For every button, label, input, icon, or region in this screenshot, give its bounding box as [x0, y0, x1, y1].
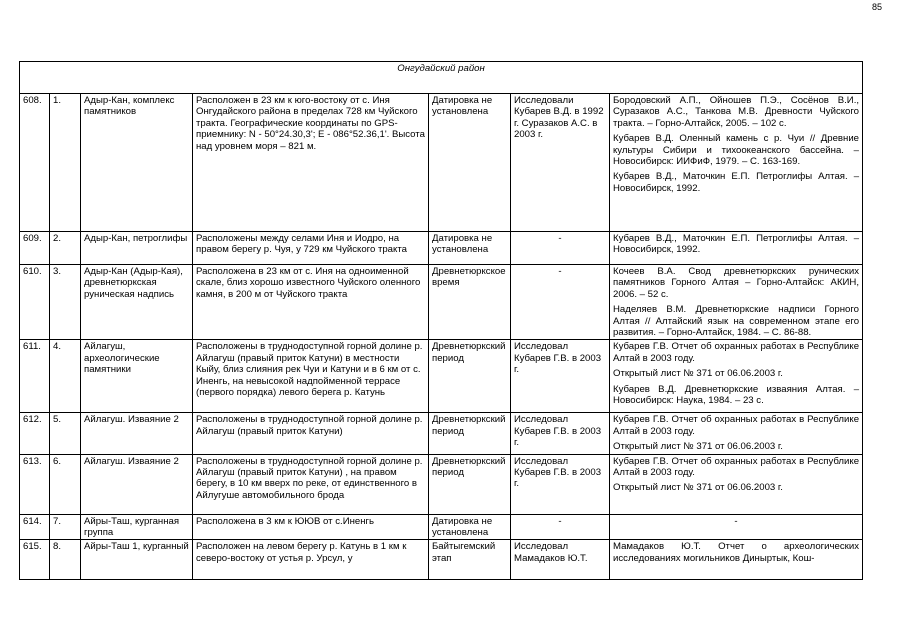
literature-entry: Открытый лист № 371 от 06.06.2003 г. [613, 441, 783, 453]
monument-dating: Байтыгемский этап [429, 540, 511, 580]
monument-literature [610, 340, 863, 413]
monument-dating: Древнетюркский период [429, 413, 511, 454]
row-number: 611. [20, 340, 50, 413]
table-row [20, 340, 863, 413]
row-index: 6. [50, 454, 81, 514]
table-row [20, 514, 863, 540]
monuments-table [19, 61, 863, 580]
monument-literature [610, 540, 863, 580]
monument-research: - [511, 514, 610, 540]
table-row [20, 265, 863, 340]
table-body [20, 94, 863, 580]
monument-research: Исследовал Кубарев Г.В. в 2003 г. [511, 413, 610, 454]
literature-entry: Бородовский А.П., Ойношев П.Э., Сосёнов В.И., Суразаков А.С., Танкова М.В. Древности Чуйского тракта. – Горно-Алтайск, 2005. – 102 с. [613, 95, 860, 129]
literature-entry: Кочеев В.А. Свод древнетюркских рунических памятников Горного Алтая – Горно-Алтайск: АКИН, 2006. – 52 с. [613, 266, 860, 300]
monument-location: Расположены в труднодоступной горной долине р. Айлагуш (правый приток Катуни) , на правом берегу, в 10 км вверх по реке, от единственного в Айлугуше автомобильного брода [193, 454, 429, 514]
monument-location: Расположены в труднодоступной горной долине р. Айлагуш (правый приток Катуни) в местности Кыйу, близ слияния рек Чуи и Катуни и в 6 км от с. Иненгь, на невысокой надпойменной террасе (первого порядка) левого берега р. Катунь [193, 340, 429, 413]
literature-entry: Наделяев В.М. Древнетюркские надписи Горного Алтая // Алтайский язык на современном этапе его развития. – Горно-Алтайск, 1984. – С. 86-88. [613, 304, 860, 339]
page-number: 85 [872, 2, 883, 12]
table-row [20, 413, 863, 454]
monument-name: Айлагуш. Изваяние 2 [81, 454, 193, 514]
monument-literature [610, 265, 863, 340]
row-number: 615. [20, 540, 50, 580]
monument-location: Расположен в 23 км к юго-востоку от с. Иня Онгудайского района в пределах 728 км Чуйского тракта. Географические координаты по GPS-приемнику: N - 50°24.30,3'; E - 086°52.36,1'. Высота над уровнем моря – 821 м. [193, 94, 429, 232]
monument-name: Адыр-Кан, комплекс памятников [81, 94, 193, 232]
literature-entry: Кубарев Г.В. Отчет об охранных работах в Республике Алтай в 2003 году. [613, 455, 860, 479]
table-row [20, 540, 863, 580]
monument-literature [610, 413, 863, 454]
monument-name: Айры-Таш, курганная группа [81, 514, 193, 540]
monument-location: Расположена в 23 км от с. Иня на одноименной скале, близ хорошо известного Чуйского оленного камня, в 200 м от Чуйского тракта [193, 265, 429, 340]
literature-entry: Кубарев Г.В. Отчет об охранных работах в Республике Алтай в 2003 году. [613, 414, 860, 437]
monument-dating: Датировка не установлена [429, 232, 511, 265]
monument-name: Айлагуш, археологические памятники [81, 340, 193, 413]
table-row [20, 94, 863, 232]
monument-dating: Древнетюркское время [429, 265, 511, 340]
literature-entry: Кубарев В.Д., Маточкин Е.П. Петроглифы Алтая. – Новосибирск, 1992. [613, 233, 860, 256]
row-number: 608. [20, 94, 50, 232]
district-title: Онгудайский район [20, 62, 863, 94]
monument-name: Айры-Таш 1, курганный [81, 540, 193, 580]
monument-name: Адыр-Кан, петроглифы [81, 232, 193, 265]
monument-dating: Датировка не установлена [429, 94, 511, 232]
district-header-row [20, 62, 863, 94]
monument-research: Исследовал Кубарев Г.В. в 2003 г. [511, 454, 610, 514]
literature-entry: Открытый лист № 371 от 06.06.2003 г. [613, 368, 783, 380]
row-index: 3. [50, 265, 81, 340]
monument-literature [610, 94, 863, 232]
row-number: 612. [20, 413, 50, 454]
monument-location: Расположены между селами Иня и Иодро, на правом берегу р. Чуя, у 729 км Чуйского тракта [193, 232, 429, 265]
row-number: 614. [20, 514, 50, 540]
literature-entry: Открытый лист № 371 от 06.06.2003 г. [613, 482, 783, 494]
table-row [20, 454, 863, 514]
monument-dating: Датировка не установлена [429, 514, 511, 540]
literature-entry: Кубарев В.Д. Древнетюркские изваяния Алтая. – Новосибирск: Наука, 1984. – 23 с. [613, 383, 860, 407]
monument-location: Расположены в труднодоступной горной долине р. Айлагуш (правый приток Катуни) [193, 413, 429, 454]
literature-entry: Кубарев Г.В. Отчет об охранных работах в Республике Алтай в 2003 году. [613, 341, 860, 364]
row-index: 1. [50, 94, 81, 232]
row-index: 7. [50, 514, 81, 540]
row-index: 4. [50, 340, 81, 413]
monument-research: Исследовали Кубарев В.Д. в 1992 г. Суразаков А.С. в 2003 г. [511, 94, 610, 232]
literature-entry: - [734, 515, 738, 527]
row-number: 610. [20, 265, 50, 340]
row-index: 8. [50, 540, 81, 580]
row-number: 613. [20, 454, 50, 514]
monument-literature [610, 232, 863, 265]
monument-name: Айлагуш. Изваяние 2 [81, 413, 193, 454]
monument-literature [610, 454, 863, 514]
literature-entry: Кубарев В.Д. Оленный камень с р. Чуи // Древние культуры Сибири и тихоокеанского бассейна. – Новосибирск: ИИФиФ, 1979. – С. 163-169. [613, 133, 860, 168]
literature-entry: Мамадаков Ю.Т. Отчет о археологических исследованиях могильников Диныртык, Кош- [613, 541, 860, 564]
monument-name: Адыр-Кан (Адыр-Кая), древнетюркская руническая надпись [81, 265, 193, 340]
row-number: 609. [20, 232, 50, 265]
monument-dating: Древнетюркский период [429, 340, 511, 413]
row-index: 5. [50, 413, 81, 454]
monument-dating: Древнетюркский период [429, 454, 511, 514]
monument-research: - [511, 232, 610, 265]
literature-entry: Кубарев В.Д., Маточкин Е.П. Петроглифы Алтая. – Новосибирск, 1992. [613, 171, 860, 194]
table-row [20, 232, 863, 265]
monument-literature [610, 514, 863, 540]
monument-location: Расположен на левом берегу р. Катунь в 1 км к северо-востоку от устья р. Урсул, у [193, 540, 429, 580]
monument-research: Исследовал Мамадаков Ю.Т. [511, 540, 610, 580]
monument-location: Расположена в 3 км к ЮЮВ от с.Иненгь [193, 514, 429, 540]
monument-research: - [511, 265, 610, 340]
monument-research: Исследовал Кубарев Г.В. в 2003 г. [511, 340, 610, 413]
row-index: 2. [50, 232, 81, 265]
